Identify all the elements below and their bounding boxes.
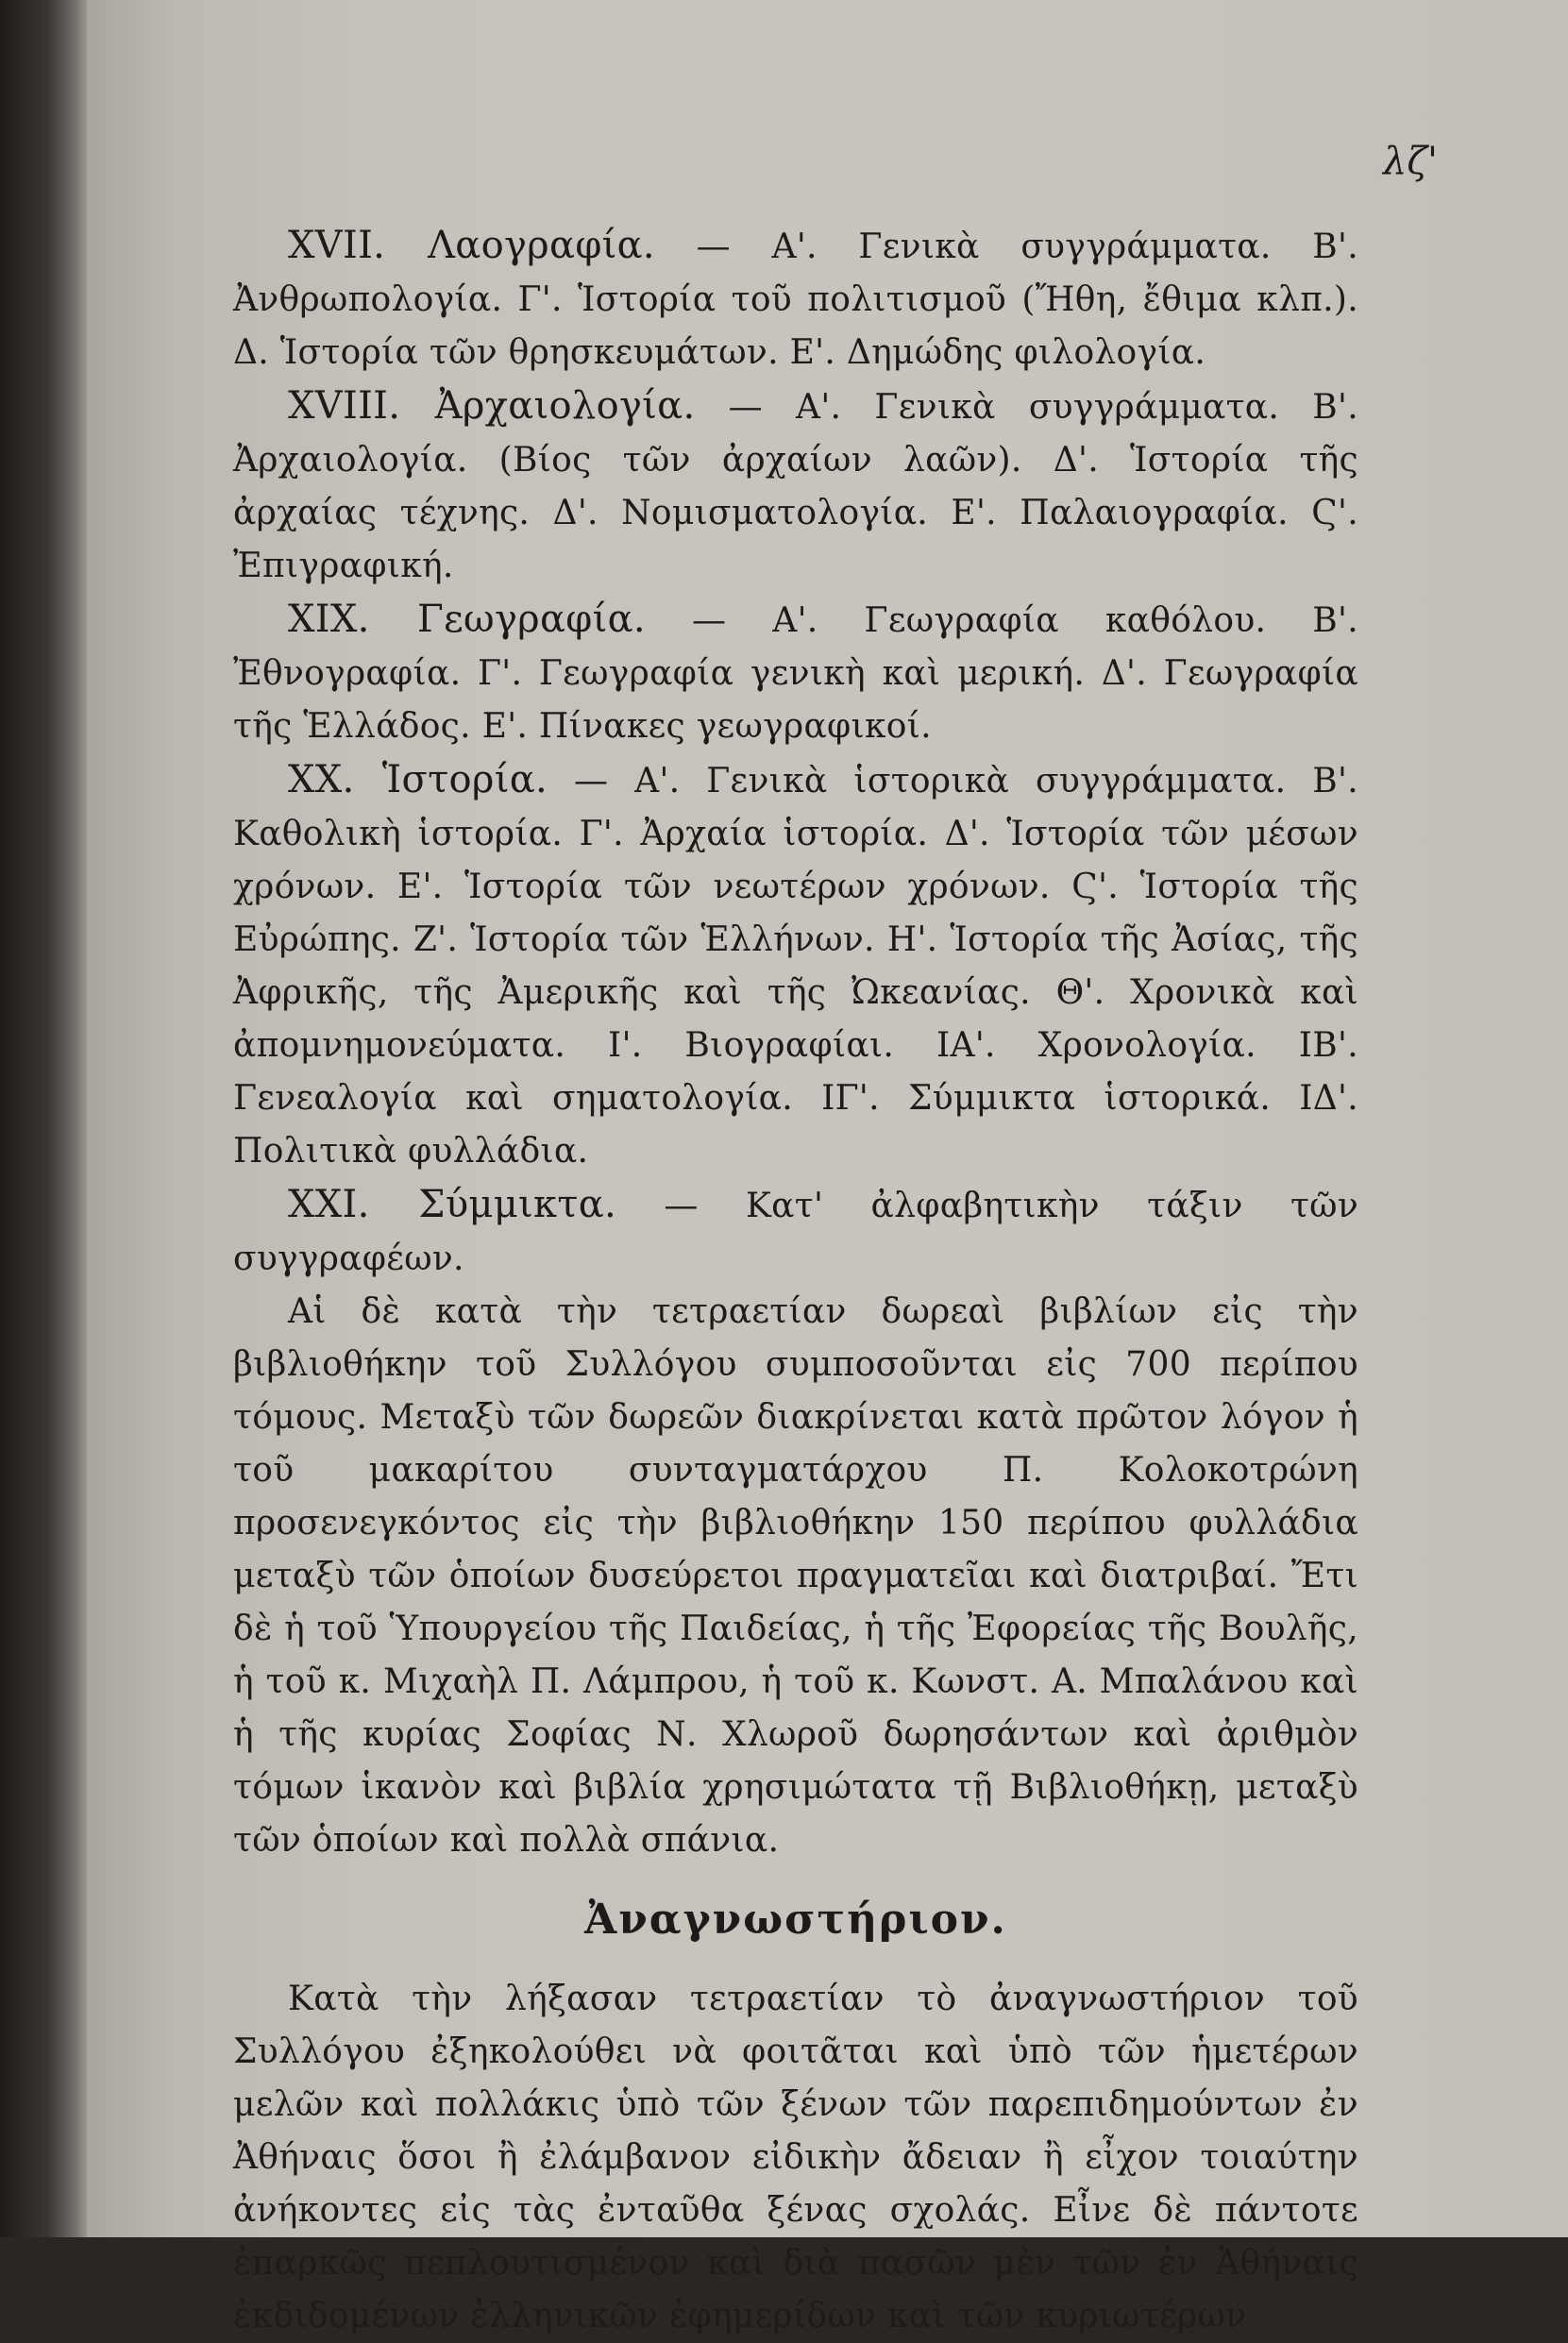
reading-room-heading: Ἀναγνωστήριον. (584, 1896, 1007, 1944)
section-title: XXI. Σύμμικτα. (288, 1183, 617, 1226)
section-body: — Α'. Γεωγραφία καθόλου. Β'. Ἐθνογραφία. Γ'. Γεωγραφία γενικὴ καὶ μερική. Δ'. Γεωγραφία τῆς Ἑλλάδος. Ε'. Πίνακες γεωγραφικοί. (233, 601, 1358, 746)
section-xvii (233, 219, 1358, 379)
page-number: λζ' (1382, 140, 1438, 183)
book-spine-shadow (0, 0, 87, 2237)
page-text (233, 219, 1358, 2343)
section-xx (233, 753, 1358, 1178)
section-body: — Α'. Γενικὰ ἱστορικὰ συγγράμματα. Β'. Καθολικὴ ἱστορία. Γ'. Ἀρχαία ἱστορία. Δ'. Ἱστορία τῶν μέσων χρόνων. Ε'. Ἱστορία τῶν νεωτέρων χρόνων. Ϛ'. Ἱστορία τῆς Εὐρώπης. Ζ'. Ἱστορία τῶν Ἑλλήνων. Η'. Ἱστορία τῆς Ἀσίας, τῆς Ἀφρικῆς, τῆς Ἀμερικῆς καὶ τῆς Ὠκεανίας. Θ'. Χρονικὰ καὶ ἀπομνημονεύματα. Ι'. Βιογραφίαι. ΙΑ'. Χρονολογία. ΙΒ'. Γενεαλογία καὶ σηματολογία. ΙΓ'. Σύμμικτα ἱστορικά. ΙΔ'. Πολιτικὰ φυλλάδια. (233, 762, 1358, 1171)
section-xix (233, 593, 1358, 753)
book-page (87, 0, 1568, 2335)
section-xxi (233, 1178, 1358, 1286)
section-title: XVII. Λαογραφία. (288, 224, 655, 267)
section-body: — Α'. Γενικὰ συγγράμματα. Β'. Ἀνθρωπολογία. Γ'. Ἱστορία τοῦ πολιτισμοῦ (Ἤθη, ἔθιμα κλπ.). Δ. Ἱστορία τῶν θρησκευμάτων. Ε'. Δημώδης φιλολογία. (233, 228, 1358, 372)
donations-paragraph: Αἱ δὲ κατὰ τὴν τετραετίαν δωρεαὶ βιβλίων εἰς τὴν βιβλιοθήκην τοῦ Συλλόγου συμποσοῦνται εἰς 700 περίπου τόμους. Μεταξὺ τῶν δωρεῶν διακρίνεται κατὰ πρῶτον λόγον ἡ τοῦ μακαρίτου συνταγματάρχου Π. Κολοκοτρώνη προσενεγκόντος εἰς τὴν βιβλιοθήκην 150 περίπου φυλλάδια μεταξὺ τῶν ὁποίων δυσεύρετοι πραγματεῖαι καὶ διατριβαί. Ἔτι δὲ ἡ τοῦ Ὑπουργείου τῆς Παιδείας, ἡ τῆς Ἐφορείας τῆς Βουλῆς, ἡ τοῦ κ. Μιχαὴλ Π. Λάμπρου, ἡ τοῦ κ. Κωνστ. Α. Μπαλάνου καὶ ἡ τῆς κυρίας Σοφίας Ν. Χλωροῦ δωρησάντων καὶ ἀριθμὸν τόμων ἱκανὸν καὶ βιβλία χρησιμώτατα τῇ Βιβλιοθήκῃ, μεταξὺ τῶν ὁποίων καὶ πολλὰ σπάνια. (233, 1292, 1358, 1860)
section-body: — Κατ' ἀλφαβητικὴν τάξιν τῶν συγγραφέων. (233, 1187, 1359, 1278)
section-body: — Α'. Γενικὰ συγγράμματα. Β'. Ἀρχαιολογία. (Βίος τῶν ἀρχαίων λαῶν). Δ'. Ἱστορία τῆς ἀρχαίας τέχνης. Δ'. Νομισματολογία. Ε'. Παλαιογραφία. Ϛ'. Ἐπιγραφική. (233, 388, 1358, 585)
section-title: XIX. Γεωγραφία. (288, 598, 646, 641)
section-xviii (233, 379, 1358, 593)
reading-room-paragraph: Κατὰ τὴν λήξασαν τετραετίαν τὸ ἀναγνωστήριον τοῦ Συλλόγου ἐξηκολούθει νὰ φοιτᾶται καὶ ὑπὸ τῶν ἡμετέρων μελῶν καὶ πολλάκις ὑπὸ τῶν ξένων τῶν παρεπιδημούντων ἐν Ἀθήναις ὅσοι ἢ ἐλάμβανον εἰδικὴν ἄδειαν ἢ εἶχον τοιαύτην ἀνήκοντες εἰς τὰς ἐνταῦθα ξένας σχολάς. Εἶνε δὲ πάντοτε ἐπαρκῶς πεπλουτισμένον καὶ διὰ πασῶν μὲν τῶν ἐν Ἀθήναις ἐκδιδομένων ἑλληνικῶν ἐφημερίδων καὶ τῶν κυριωτέρων (233, 1980, 1358, 2335)
section-title: XVIII. Ἀρχαιολογία. (288, 384, 696, 428)
section-title: XX. Ἱστορία. (288, 758, 548, 801)
